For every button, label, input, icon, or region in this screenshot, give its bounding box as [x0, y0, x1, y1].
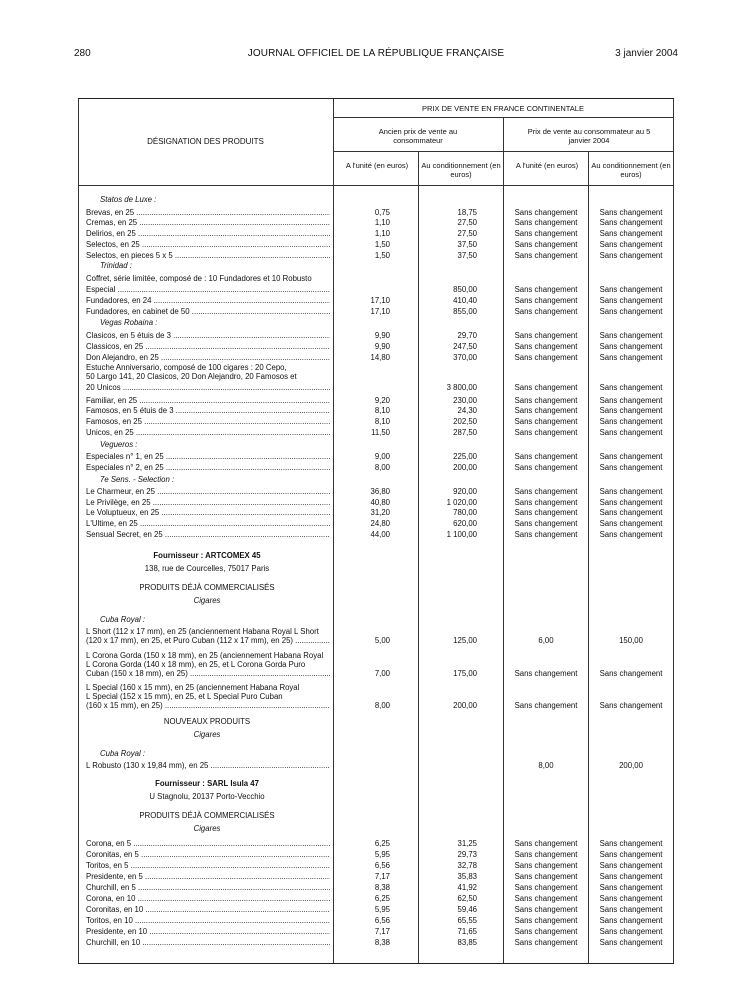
table-row — [0, 915, 748, 926]
old-pack-price: 27,50 — [457, 218, 477, 227]
new-unit-price: Sans changement — [514, 208, 578, 217]
old-unit-price: 17,10 — [370, 296, 390, 305]
old-pack-price: 29,73 — [457, 850, 477, 859]
designation-header: DÉSIGNATION DES PRODUITS — [147, 137, 264, 146]
table-row — [0, 439, 748, 450]
table-row — [0, 306, 748, 317]
new-pack-price: Sans changement — [599, 883, 663, 892]
new-unit-price: Sans changement — [514, 307, 578, 316]
old-unit-price: 0,75 — [374, 208, 390, 217]
new-unit-price: 8,00 — [538, 761, 554, 770]
old-pack-price: 202,50 — [453, 417, 477, 426]
old-pack-price: 225,00 — [453, 452, 477, 461]
new-pack-price: Sans changement — [599, 839, 663, 848]
new-unit-header: A l'unité (en euros) — [515, 161, 579, 170]
product-designation: Presidente, en 5 ..... — [86, 871, 330, 882]
product-designation: Estuche Anniversario, composé de 100 cigares : 20 Cepo, — [86, 363, 287, 372]
page-number: 280 — [74, 48, 91, 59]
old-unit-price: 7,17 — [374, 927, 390, 936]
new-pack-price: Sans changement — [599, 208, 663, 217]
new-unit-price: Sans changement — [514, 530, 578, 539]
old-price-header: Ancien prix de vente au consommateur — [378, 127, 458, 145]
table-row — [0, 405, 748, 416]
old-pack-price: 83,85 — [457, 938, 477, 947]
old-pack-price: 27,50 — [457, 229, 477, 238]
product-designation: Clasicos, en 5 étuis de 3 ..... — [86, 330, 330, 341]
table-row — [0, 317, 748, 328]
new-unit-price: Sans changement — [514, 331, 578, 340]
new-pack-price: Sans changement — [599, 406, 663, 415]
journal-title: JOURNAL OFFICIEL DE LA RÉPUBLIQUE FRANÇAISE — [247, 48, 505, 59]
old-pack-price: 18,75 — [457, 208, 477, 217]
rule-head-bottom — [78, 185, 674, 186]
product-designation: Coffret, série limitée, composé de : 10 Fundadores et 10 Robusto — [86, 274, 312, 283]
product-designation: L Short (112 x 17 mm), en 25 (anciennement Habana Royal L Short — [86, 627, 319, 636]
new-unit-price: Sans changement — [514, 701, 578, 710]
product-designation: L Corona Gorda (150 x 18 mm), en 25 (anciennement Habana Royal — [86, 651, 324, 660]
new-unit-price: Sans changement — [514, 894, 578, 903]
table-row — [0, 217, 748, 228]
new-unit-price: Sans changement — [514, 872, 578, 881]
table-row — [0, 893, 748, 904]
table-row — [0, 668, 748, 679]
new-unit-price: Sans changement — [514, 417, 578, 426]
new-pack-price: Sans changement — [599, 296, 663, 305]
product-designation: 7e Sens. - Selection : — [100, 475, 175, 484]
new-unit-price: Sans changement — [514, 396, 578, 405]
old-pack-price: 31,25 — [457, 839, 477, 848]
table-row — [0, 860, 748, 871]
new-unit-price: Sans changement — [514, 452, 578, 461]
product-designation: Famosos, en 5 étuis de 3 ..... — [86, 405, 330, 416]
old-unit-price: 8,38 — [374, 883, 390, 892]
new-pack-price: Sans changement — [599, 519, 663, 528]
product-designation: Cuban (150 x 18 mm), en 25) ..... — [86, 668, 330, 679]
old-pack-price: 200,00 — [453, 701, 477, 710]
old-unit-price: 5,95 — [374, 850, 390, 859]
product-designation: L Special (160 x 15 mm), en 25 (anciennement Habana Royal — [86, 683, 300, 692]
new-pack-price: Sans changement — [599, 383, 663, 392]
old-unit-price: 9,20 — [374, 396, 390, 405]
new-unit-price: Sans changement — [514, 383, 578, 392]
product-designation: Don Alejandro, en 25 ..... — [86, 352, 330, 363]
table-row — [0, 778, 748, 789]
product-designation: Familiar, en 25 ..... — [86, 395, 330, 406]
new-pack-price: Sans changement — [599, 285, 663, 294]
new-unit-price: Sans changement — [514, 285, 578, 294]
new-unit-price: Sans changement — [514, 498, 578, 507]
product-designation: Cigares — [193, 596, 221, 605]
old-pack-price: 65,55 — [457, 916, 477, 925]
new-unit-price: Sans changement — [514, 463, 578, 472]
product-designation: Cuba Royal : — [100, 615, 146, 624]
old-pack-price: 125,00 — [453, 636, 477, 645]
new-price-header: Prix de vente au consommateur au 5 janvier 2004 — [527, 127, 651, 145]
old-pack-price: 29,70 — [457, 331, 477, 340]
new-pack-price: 200,00 — [619, 761, 643, 770]
table-row — [0, 371, 748, 382]
old-unit-price: 8,00 — [374, 701, 390, 710]
old-unit-header: A l'unité (en euros) — [345, 161, 409, 170]
old-unit-price: 8,10 — [374, 417, 390, 426]
table-row — [0, 284, 748, 295]
old-pack-price: 3 800,00 — [446, 383, 477, 392]
new-unit-price: Sans changement — [514, 218, 578, 227]
new-pack-price: Sans changement — [599, 396, 663, 405]
product-designation: Selectos, en 25 ..... — [86, 239, 330, 250]
rule-sub — [333, 151, 673, 152]
table-row — [0, 926, 748, 937]
new-pack-price: Sans changement — [599, 916, 663, 925]
old-unit-price: 7,00 — [374, 669, 390, 678]
new-unit-price: Sans changement — [514, 508, 578, 517]
old-unit-price: 8,38 — [374, 938, 390, 947]
table-row — [0, 729, 748, 740]
new-pack-price: Sans changement — [599, 452, 663, 461]
product-designation: Especial ..... — [86, 284, 330, 295]
old-pack-price: 35,83 — [457, 872, 477, 881]
product-designation: Unicos, en 25 ..... — [86, 427, 330, 438]
table-row — [0, 882, 748, 893]
old-pack-price: 200,00 — [453, 463, 477, 472]
old-pack-price: 71,65 — [457, 927, 477, 936]
product-designation: Trinidad : — [100, 261, 132, 270]
old-unit-price: 8,10 — [374, 406, 390, 415]
product-designation: PRODUITS DÉJÀ COMMERCIALISÉS — [139, 811, 275, 820]
new-unit-price: Sans changement — [514, 839, 578, 848]
new-pack-price: Sans changement — [599, 861, 663, 870]
table-row — [0, 529, 748, 540]
page-header — [74, 48, 678, 64]
table-row — [0, 614, 748, 625]
table-row — [0, 582, 748, 593]
old-unit-price: 17,10 — [370, 307, 390, 316]
table-row — [0, 273, 748, 284]
old-unit-price: 9,90 — [374, 342, 390, 351]
new-pack-price: Sans changement — [599, 927, 663, 936]
old-unit-price: 36,80 — [370, 487, 390, 496]
old-unit-price: 1,10 — [374, 229, 390, 238]
old-pack-price: 247,50 — [453, 342, 477, 351]
product-designation: Brevas, en 25 ..... — [86, 207, 330, 218]
new-pack-price: Sans changement — [599, 218, 663, 227]
old-unit-price: 44,00 — [370, 530, 390, 539]
product-designation: Statos de Luxe : — [100, 195, 157, 204]
table-row — [0, 849, 748, 860]
old-pack-price: 287,50 — [453, 428, 477, 437]
old-pack-price: 37,50 — [457, 251, 477, 260]
table-row — [0, 507, 748, 518]
product-designation: Toritos, en 5 ..... — [86, 860, 330, 871]
table-row — [0, 194, 748, 205]
new-unit-price: Sans changement — [514, 519, 578, 528]
table-row — [0, 295, 748, 306]
rule-group — [333, 117, 673, 118]
new-pack-price: Sans changement — [599, 487, 663, 496]
old-pack-header: Au conditionnement (en euros) — [421, 161, 501, 179]
new-unit-price: Sans changement — [514, 905, 578, 914]
table-row — [0, 635, 748, 646]
product-designation: L'Ultime, en 25 ..... — [86, 518, 330, 529]
old-unit-price: 14,80 — [370, 353, 390, 362]
product-designation: U Stagnolu, 20137 Porto-Vecchio — [149, 792, 265, 801]
product-designation: Le Privilège, en 25 ..... — [86, 497, 330, 508]
table-row — [0, 330, 748, 341]
old-unit-price: 1,50 — [374, 240, 390, 249]
product-designation: Vegas Robaina : — [100, 318, 158, 327]
new-unit-price: Sans changement — [514, 342, 578, 351]
product-designation: Cigares — [193, 730, 221, 739]
table-row — [0, 416, 748, 427]
new-pack-price: Sans changement — [599, 331, 663, 340]
old-pack-price: 32,78 — [457, 861, 477, 870]
product-designation: NOUVEAUX PRODUITS — [163, 717, 251, 726]
product-designation: Especiales n° 2, en 25 ..... — [86, 462, 330, 473]
old-unit-price: 40,80 — [370, 498, 390, 507]
new-unit-price: Sans changement — [514, 229, 578, 238]
old-pack-price: 855,00 — [453, 307, 477, 316]
new-pack-price: Sans changement — [599, 342, 663, 351]
new-unit-price: Sans changement — [514, 883, 578, 892]
old-pack-price: 920,00 — [453, 487, 477, 496]
new-pack-price: Sans changement — [599, 872, 663, 881]
table-row — [0, 474, 748, 485]
product-designation: Famosos, en 25 ..... — [86, 416, 330, 427]
product-designation: L Corona Gorda (140 x 18 mm), en 25, et L Corona Gorda Puro — [86, 660, 306, 669]
new-pack-price: Sans changement — [599, 240, 663, 249]
new-unit-price: Sans changement — [514, 938, 578, 947]
table-row — [0, 427, 748, 438]
old-unit-price: 7,17 — [374, 872, 390, 881]
new-pack-price: Sans changement — [599, 251, 663, 260]
product-designation: (120 x 17 mm), en 25, et Puro Cuban (112 x 17 mm), en 25) ..... — [86, 635, 330, 646]
new-unit-price: Sans changement — [514, 296, 578, 305]
table-row — [0, 823, 748, 834]
product-designation: L Special (152 x 15 mm), en 25, et L Special Puro Cuban — [86, 692, 283, 701]
old-pack-price: 230,00 — [453, 396, 477, 405]
old-pack-price: 1 020,00 — [446, 498, 477, 507]
product-designation: Fundadores, en 24 ..... — [86, 295, 330, 306]
new-unit-price: Sans changement — [514, 406, 578, 415]
old-unit-price: 6,25 — [374, 894, 390, 903]
product-designation: 20 Unicos ..... — [86, 382, 330, 393]
old-pack-price: 41,92 — [457, 883, 477, 892]
new-pack-price: Sans changement — [599, 463, 663, 472]
table-row — [0, 716, 748, 727]
table-row — [0, 563, 748, 574]
table-row — [0, 260, 748, 271]
new-pack-price: Sans changement — [599, 530, 663, 539]
old-unit-price: 11,50 — [371, 428, 390, 437]
table-row — [0, 937, 748, 948]
new-unit-price: Sans changement — [514, 428, 578, 437]
old-pack-price: 850,00 — [453, 285, 477, 294]
new-pack-header: Au conditionnement (en euros) — [591, 161, 671, 179]
new-unit-price: Sans changement — [514, 669, 578, 678]
new-unit-price: Sans changement — [514, 251, 578, 260]
old-unit-price: 5,95 — [374, 905, 390, 914]
new-pack-price: Sans changement — [599, 353, 663, 362]
new-pack-price: Sans changement — [599, 498, 663, 507]
old-unit-price: 9,00 — [374, 452, 390, 461]
new-unit-price: Sans changement — [514, 240, 578, 249]
product-designation: Toritos, en 10 ..... — [86, 915, 330, 926]
old-pack-price: 370,00 — [453, 353, 477, 362]
old-unit-price: 8,00 — [374, 463, 390, 472]
new-unit-price: Sans changement — [514, 487, 578, 496]
new-pack-price: Sans changement — [599, 850, 663, 859]
old-unit-price: 5,00 — [374, 636, 390, 645]
new-pack-price: Sans changement — [599, 701, 663, 710]
product-designation: Vegueros : — [100, 440, 138, 449]
old-pack-price: 37,50 — [457, 240, 477, 249]
product-designation: Fournisseur : ARTCOMEX 45 — [153, 551, 261, 560]
table-row — [0, 239, 748, 250]
old-pack-price: 410,40 — [453, 296, 477, 305]
table-row — [0, 904, 748, 915]
product-designation: Selectos, en pieces 5 x 5 ..... — [86, 250, 330, 261]
product-designation: L Robusto (130 x 19,84 mm), en 25 ..... — [86, 760, 330, 771]
product-designation: Especiales n° 1, en 25 ..... — [86, 451, 330, 462]
table-row — [0, 871, 748, 882]
old-unit-price: 1,50 — [374, 251, 390, 260]
new-unit-price: Sans changement — [514, 916, 578, 925]
table-row — [0, 341, 748, 352]
product-designation: Le Charmeur, en 25 ..... — [86, 486, 330, 497]
product-designation: Cigares — [193, 824, 221, 833]
old-unit-price: 24,80 — [370, 519, 390, 528]
table-row — [0, 462, 748, 473]
table-row — [0, 486, 748, 497]
product-designation: (160 x 15 mm), en 25) ..... — [86, 700, 330, 711]
table-row — [0, 451, 748, 462]
new-pack-price: Sans changement — [599, 229, 663, 238]
product-designation: 138, rue de Courcelles, 75017 Paris — [144, 564, 270, 573]
new-pack-price: Sans changement — [599, 669, 663, 678]
product-designation: Churchill, en 5 ..... — [86, 882, 330, 893]
new-pack-price: Sans changement — [599, 307, 663, 316]
product-designation: PRODUITS DÉJÀ COMMERCIALISÉS — [139, 583, 275, 592]
product-designation: Cremas, en 25 ..... — [86, 217, 330, 228]
old-pack-price: 175,00 — [453, 669, 477, 678]
product-designation: Classicos, en 25 ..... — [86, 341, 330, 352]
product-designation: Churchill, en 10 ..... — [86, 937, 330, 948]
new-pack-price: Sans changement — [599, 905, 663, 914]
table-row — [0, 228, 748, 239]
table-row — [0, 838, 748, 849]
table-row — [0, 518, 748, 529]
new-unit-price: Sans changement — [514, 927, 578, 936]
product-designation: Corona, en 5 ..... — [86, 838, 330, 849]
new-pack-price: Sans changement — [599, 938, 663, 947]
old-pack-price: 24,30 — [457, 406, 477, 415]
product-designation: Cuba Royal : — [100, 749, 146, 758]
new-pack-price: Sans changement — [599, 428, 663, 437]
old-pack-price: 59,46 — [457, 905, 477, 914]
table-row — [0, 550, 748, 561]
new-pack-price: Sans changement — [599, 508, 663, 517]
new-unit-price: Sans changement — [514, 353, 578, 362]
table-row — [0, 791, 748, 802]
table-row — [0, 748, 748, 759]
table-row — [0, 700, 748, 711]
new-unit-price: 6,00 — [538, 636, 554, 645]
product-designation: 50 Largo 141, 20 Clasicos, 20 Don Alejandro, 20 Famosos et — [86, 372, 297, 381]
old-unit-price: 6,25 — [374, 839, 390, 848]
old-pack-price: 1 100,00 — [446, 530, 477, 539]
old-unit-price: 6,56 — [374, 861, 390, 870]
price-group-header: PRIX DE VENTE EN FRANCE CONTINENTALE — [422, 104, 584, 113]
new-unit-price: Sans changement — [514, 861, 578, 870]
old-unit-price: 1,10 — [374, 218, 390, 227]
product-designation: Le Voluptueux, en 25 ..... — [86, 507, 330, 518]
product-designation: Fournisseur : SARL Isula 47 — [155, 779, 259, 788]
product-designation: Delirios, en 25 ..... — [86, 228, 330, 239]
table-row — [0, 382, 748, 393]
old-unit-price: 6,56 — [374, 916, 390, 925]
product-designation: Presidente, en 10 ..... — [86, 926, 330, 937]
product-designation: Corona, en 10 ..... — [86, 893, 330, 904]
product-designation: Sensual Secret, en 25 ..... — [86, 529, 330, 540]
new-unit-price: Sans changement — [514, 850, 578, 859]
product-designation: Coronitas, en 5 ..... — [86, 849, 330, 860]
old-pack-price: 620,00 — [453, 519, 477, 528]
old-unit-price: 31,20 — [370, 508, 390, 517]
table-row — [0, 810, 748, 821]
product-designation: Fundadores, en cabinet de 50 ..... — [86, 306, 330, 317]
old-unit-price: 9,90 — [374, 331, 390, 340]
old-pack-price: 780,00 — [453, 508, 477, 517]
product-designation: Coronitas, en 10 ..... — [86, 904, 330, 915]
old-pack-price: 62,50 — [457, 894, 477, 903]
new-pack-price: 150,00 — [619, 636, 643, 645]
issue-date: 3 janvier 2004 — [615, 48, 678, 59]
new-pack-price: Sans changement — [599, 894, 663, 903]
table-row — [0, 595, 748, 606]
table-row — [0, 760, 748, 771]
new-pack-price: Sans changement — [599, 417, 663, 426]
